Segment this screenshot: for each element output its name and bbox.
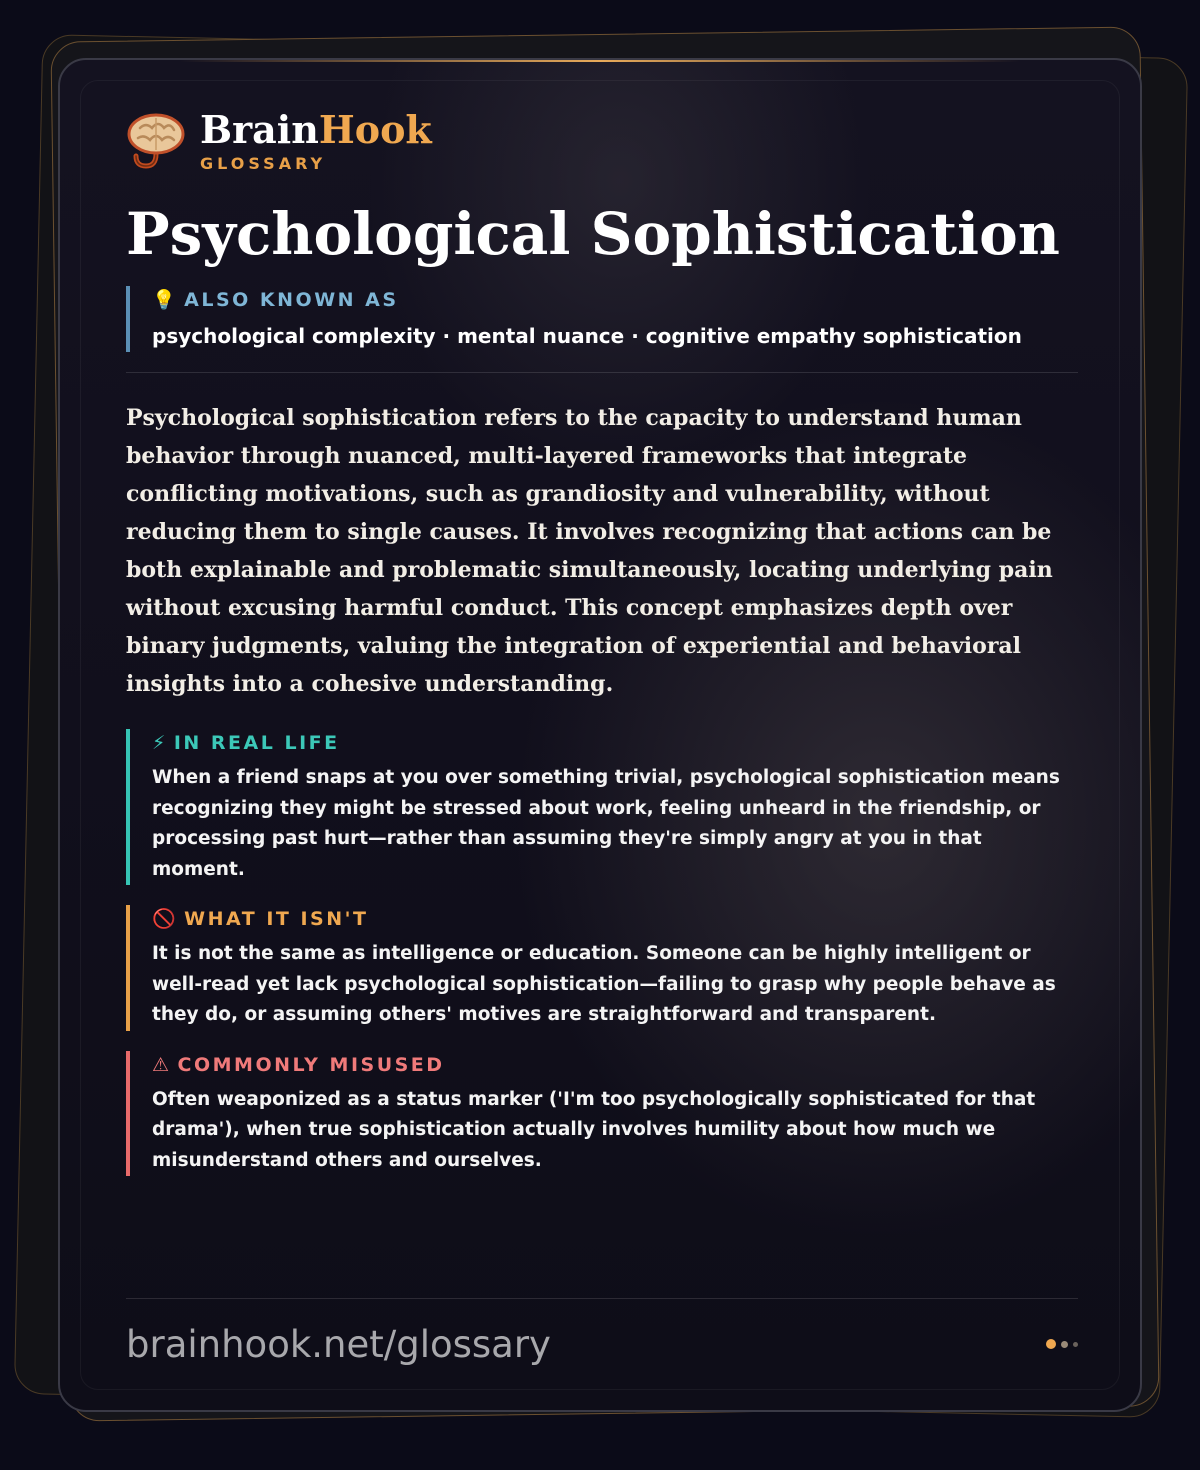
term-title: Psychological Sophistication	[126, 200, 1060, 268]
pagination-dot	[1073, 1342, 1078, 1347]
brand-name-hook: Hook	[318, 106, 432, 152]
note-commonly-misused	[126, 1051, 1078, 1177]
note-in-real-life	[126, 729, 1078, 885]
glossary-card	[58, 58, 1142, 1412]
card-footer	[126, 1298, 1078, 1389]
note-in-real-life-label-text: IN REAL LIFE	[173, 732, 340, 754]
no-entry-icon: 🚫	[152, 908, 179, 930]
note-commonly-misused-text: Often weaponized as a status marker ('I'm too psychologically sophisticated for that drama'), when true sophistication actually involves humility about how much we misunderstand others and ourselves.	[152, 1088, 1036, 1171]
card-content	[126, 100, 1078, 1176]
note-commonly-misused-label	[152, 1051, 1078, 1079]
note-in-real-life-text: When a friend snaps at you over something trivial, psychological sophistication means recognizing they might be stressed about work, feeling unheard in the friendship, or processing past hurt—rather than assuming they're simply angry at you in that moment.	[152, 767, 1060, 880]
brand-header	[126, 100, 1078, 180]
note-what-it-isnt-text: It is not the same as intelligence or education. Someone can be highly intelligent or well-read yet lack psychological sophistication—failing to grasp why people behave as they do, or assuming others' motives are straightforward and transparent.	[152, 943, 1056, 1025]
note-commonly-misused-label-text: COMMONLY MISUSED	[177, 1053, 445, 1076]
warning-icon: ⚠	[152, 1053, 172, 1076]
pagination-dots	[1041, 1339, 1078, 1349]
pagination-dot-active	[1046, 1339, 1056, 1349]
brain-hook-icon	[126, 110, 186, 170]
also-known-as-section	[126, 286, 1078, 352]
pagination-dot	[1061, 1341, 1068, 1348]
note-what-it-isnt	[126, 905, 1078, 1031]
section-divider	[126, 372, 1078, 373]
note-in-real-life-label	[152, 729, 1078, 757]
footer-row	[126, 1299, 1078, 1389]
also-known-as-label	[152, 286, 1078, 314]
brand-subtitle: GLOSSARY	[200, 153, 327, 173]
also-known-as-label-text: ALSO KNOWN AS	[184, 289, 399, 311]
lightning-icon: ⚡	[152, 732, 168, 754]
note-what-it-isnt-label-text: WHAT IT ISN'T	[184, 908, 369, 930]
card-top-accent-line	[180, 60, 1020, 62]
term-definition: Psychological sophistication refers to the capacity to understand human behavior through nuanced, multi-layered frameworks that integrate conflicting motivations, such as grandiosity and vulnerability, without reducing them to single causes. It involves recognizing that actions can be both explainable and problematic simultaneously, locating underlying pain without excusing harmful conduct. This concept emphasizes depth over binary judgments, valuing the integration of experiential and behavioral insights into a cohesive understanding.	[126, 405, 1053, 697]
footer-url-link[interactable]: brainhook.net/glossary	[126, 1322, 551, 1366]
brand-name	[200, 108, 432, 152]
lightbulb-icon: 💡	[152, 289, 179, 311]
brand-name-brain: Brain	[200, 106, 319, 152]
note-what-it-isnt-label	[152, 905, 1078, 933]
brand-text	[200, 108, 432, 173]
also-known-as-values: psychological complexity · mental nuance · cognitive empathy sophistication	[152, 324, 1022, 348]
